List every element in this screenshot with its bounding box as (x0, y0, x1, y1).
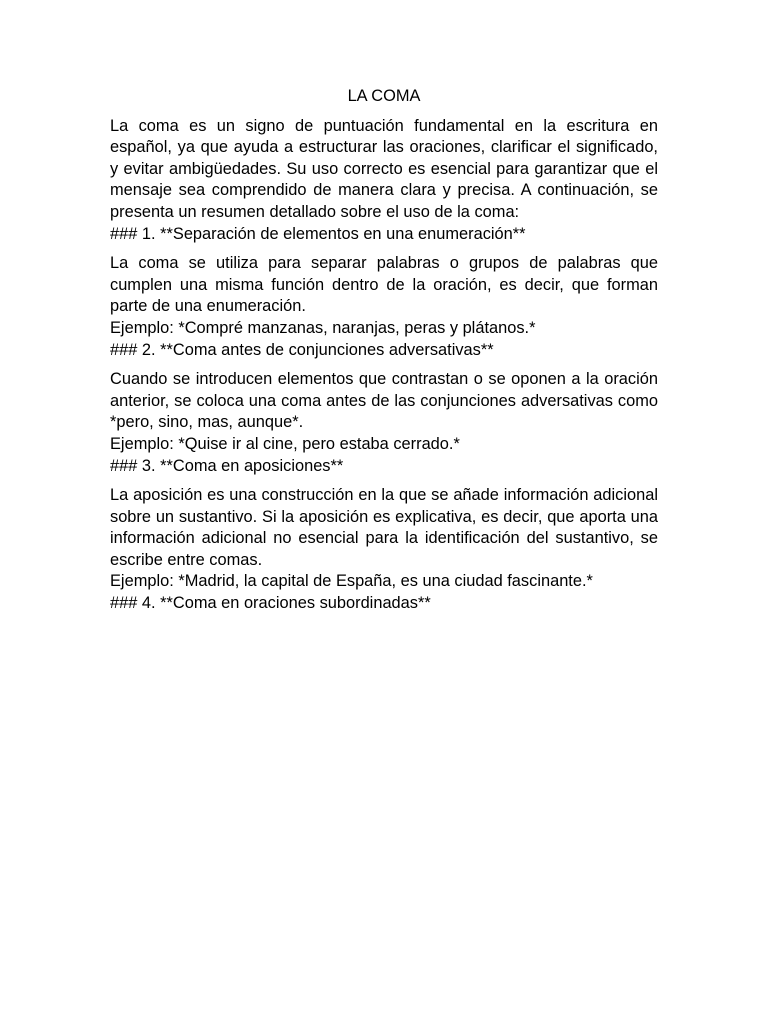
section-3-example: Ejemplo: *Madrid, la capital de España, es una ciudad fascinante.* (110, 572, 593, 591)
section-4-heading: ### 4. **Coma en oraciones subordinadas** (110, 594, 431, 613)
document-title: LA COMA (347, 87, 421, 105)
intro-paragraph: La coma es un signo de puntuación fundamental en la escritura en español, ya que ayuda a estructurar las oraciones, clarificar el significado, y evitar ambigüedades. Su uso correcto es esencial para garantizar que el mensaje sea comprendido de manera clara y precisa. A continuación, se presenta un resumen detallado sobre el uso de la coma: (110, 116, 658, 221)
section-1-example: Ejemplo: *Compré manzanas, naranjas, peras y plátanos.* (110, 318, 536, 337)
section-3-body: La aposición es una construcción en la que se añade información adicional sobre un sustantivo. Si la aposición es explicativa, es decir, que aporta una información adicional no esencial para la identificación del sustantivo, se escribe entre comas. (110, 486, 658, 569)
section-2-example: Ejemplo: *Quise ir al cine, pero estaba cerrado.* (110, 434, 460, 453)
section-2-heading: ### 2. **Coma antes de conjunciones adversativas** (110, 340, 494, 359)
section-1-heading: ### 1. **Separación de elementos en una enumeración** (110, 224, 526, 243)
section-3-heading: ### 3. **Coma en aposiciones** (110, 456, 344, 475)
section-1-body: La coma se utiliza para separar palabras o grupos de palabras que cumplen una misma función dentro de la oración, es decir, que forman parte de una enumeración. (110, 254, 658, 316)
section-2-body: Cuando se introducen elementos que contrastan o se oponen a la oración anterior, se coloca una coma antes de las conjunciones adversativas como *pero, sino, mas, aunque*. (110, 370, 658, 432)
document-content (110, 86, 658, 615)
